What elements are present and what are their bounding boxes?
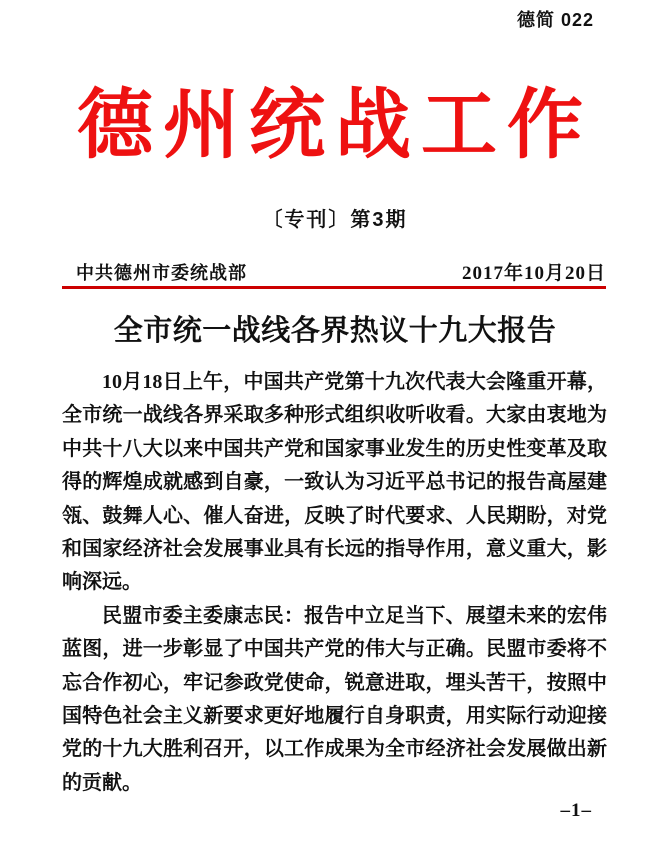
publishing-organization: 中共德州市委统战部 — [76, 263, 247, 283]
page-number: –1– — [560, 800, 592, 821]
article-body — [62, 366, 607, 802]
paragraph-text: 10月18日上午，中国共产党第十九次代表大会隆重开幕，全市统一战线各界采取多种形式组织收听收看。大家由衷地为中共十八大以来中国共产党和国家事业发生的历史性变革及取得的辉煌成就感到自豪，一致认为习近平总书记的报告高屋建瓴、鼓舞人心、催人奋进，反映了时代要求、人民期盼，对党和国家经济社会发展事业具有长远的指导作用，意义重大，影响深远。 — [62, 371, 607, 594]
meta-row — [62, 258, 606, 285]
publication-date: 2017年10月20日 — [461, 263, 606, 284]
article-headline: 全市统一战线各界热议十九大报告 — [113, 315, 557, 347]
issue-label: 〔专刊〕第3期 — [262, 209, 408, 231]
masthead-title: 德州统战工作 — [77, 84, 593, 168]
speaker-name: 民盟市委主委康志民： — [102, 604, 305, 627]
document-code: 德简 022 — [516, 10, 594, 30]
paragraph — [62, 600, 607, 800]
paragraph — [62, 366, 607, 600]
paragraph-text: 报告中立足当下、展望未来的宏伟蓝图，进一步彰显了中国共产党的伟大与正确。民盟市委将不忘合作初心，牢记参政党使命，锐意进取，埋头苦干，按照中国特色社会主义新要求更好地履行自身职责，用实际行动迎接党的十九大胜利召开，以工作成果为全市经济社会发展做出新的贡献。 — [62, 604, 607, 794]
red-divider-rule — [62, 286, 606, 289]
paragraph — [62, 800, 607, 802]
